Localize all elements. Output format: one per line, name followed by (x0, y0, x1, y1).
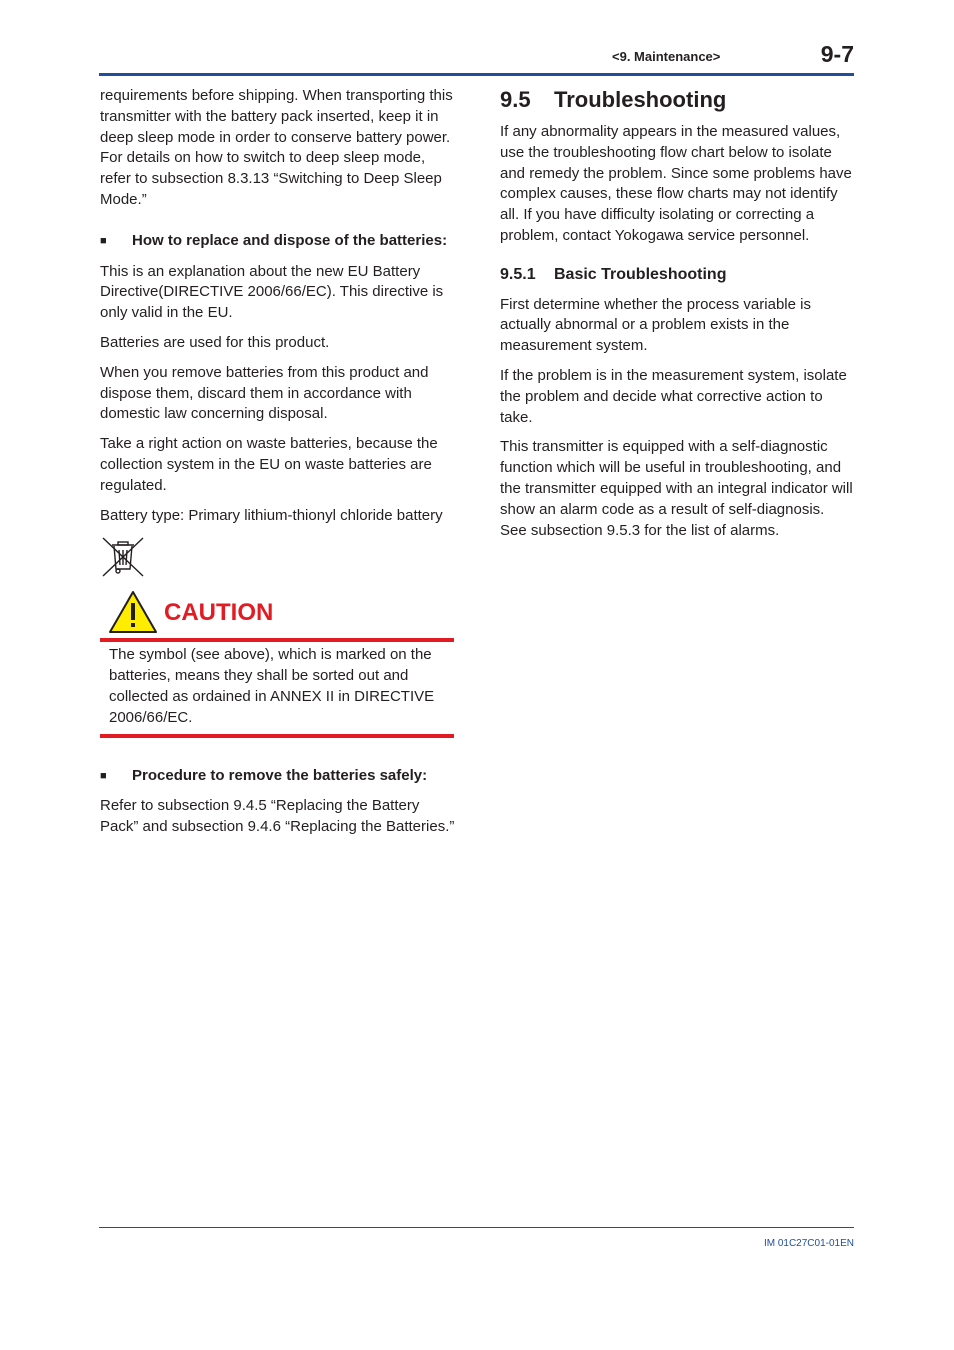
paragraph-determine: First determine whether the process variable is actually abnormal or a problem exists in the measurement system. (500, 295, 811, 355)
right-column (500, 86, 856, 550)
caution-text: The symbol (see above), which is marked on the batteries, means they shall be sorted out and collected as ordained in ANNEX II in DIRECTIVE 2006/66/EC. (109, 646, 435, 726)
bullet-heading-remove-safely (100, 766, 456, 787)
paragraph-shipping: requirements before shipping. When transporting this transmitter with the battery pack inserted, keep it in deep sleep mode in order to conserve battery power. For details on how to switch to deep sleep mode, refer to subsection 8.3.13 “Switching to Deep Sleep Mode.” (100, 87, 453, 208)
document-number: IM 01C27C01-01EN (763, 1238, 854, 1249)
page-number: 9-7 (820, 41, 854, 67)
paragraph-batteries-used: Batteries are used for this product. (100, 333, 330, 351)
section-number: 9.5 (500, 87, 531, 112)
paragraph-right-action: Take a right action on waste batteries, because the collection system in the EU on waste batteries are regulated. (100, 435, 438, 494)
caution-box (100, 588, 456, 737)
paragraph-alarm-list: See subsection 9.5.3 for the list of alarms. (500, 521, 780, 539)
paragraph-isolate: If the problem is in the measurement system, isolate the problem and decide what corrective action to take. (500, 366, 847, 426)
subsection-title: Basic Troubleshooting (554, 265, 727, 283)
paragraph-remove-dispose: When you remove batteries from this product and dispose them, discard them in accordance with domestic law concerning disposal. (100, 363, 429, 423)
bullet-square-icon: ■ (100, 769, 107, 782)
left-column (100, 86, 456, 847)
paragraph-self-diagnostic: This transmitter is equipped with a self-diagnostic function which will be useful in troubleshooting, and the transmitter equipped with an integral indicator will show an alarm code as a result of self-diagnosis. (500, 438, 853, 518)
paragraph-battery-type: Battery type: Primary lithium-thionyl chloride battery (100, 506, 443, 524)
paragraph-refer-subsection: Refer to subsection 9.4.5 “Replacing the Battery Pack” and subsection 9.4.6 “Replacing the Batteries.” (100, 797, 455, 836)
running-header-section: <9. Maintenance> (612, 49, 721, 64)
warning-triangle-icon (108, 590, 158, 634)
subsection-heading (500, 265, 856, 286)
caution-bottom-rule (100, 734, 454, 738)
bullet-square-icon: ■ (100, 234, 107, 247)
crossed-out-wheeled-bin-icon (101, 536, 145, 578)
header-rule (99, 73, 854, 76)
subsection-number: 9.5.1 (500, 265, 536, 283)
bullet-heading-replace-dispose (100, 231, 456, 252)
caution-label: CAUTION (164, 598, 274, 626)
bullet-heading-text: Procedure to remove the batteries safely: (132, 766, 428, 784)
caution-body (100, 642, 456, 731)
section-heading (500, 86, 856, 114)
section-title: Troubleshooting (554, 87, 727, 112)
paragraph-abnormality: If any abnormality appears in the measured values, use the troubleshooting flow chart below to isolate and remedy the problem. Since some problems have complex causes, these flow charts may not identify all. If you have difficulty isolating or correcting a problem, contact Yokogawa service personnel. (500, 123, 852, 244)
footer-rule (99, 1227, 854, 1228)
paragraph-eu-directive: This is an explanation about the new EU Battery Directive(DIRECTIVE 2006/66/EC). This directive is only valid in the EU. (100, 262, 444, 322)
caution-header (100, 588, 456, 636)
bullet-heading-text: How to replace and dispose of the batteries: (132, 231, 448, 249)
